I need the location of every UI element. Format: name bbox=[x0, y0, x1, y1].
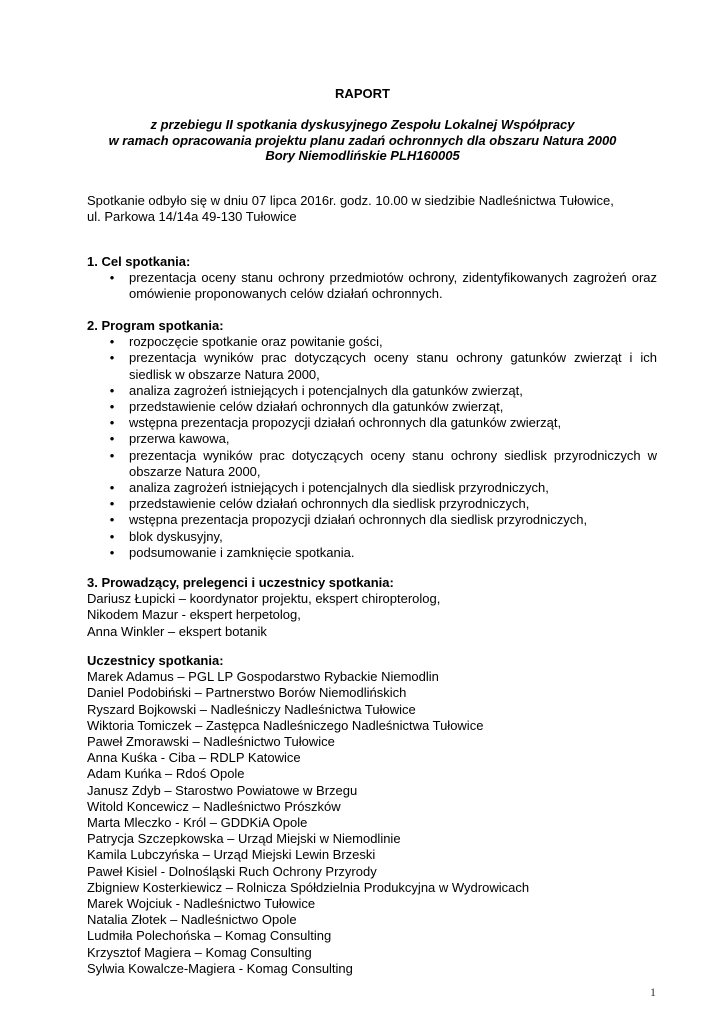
section-program bbox=[87, 318, 657, 561]
section-heading: Uczestnicy spotkania: bbox=[87, 653, 224, 668]
list-item bbox=[87, 480, 657, 496]
list-item bbox=[87, 431, 657, 447]
bullet-icon: • bbox=[109, 480, 115, 496]
list-item bbox=[87, 399, 657, 415]
list-item bbox=[87, 334, 657, 350]
list-item: Witold Koncewicz – Nadleśnictwo Prószków bbox=[87, 798, 341, 814]
speakers-list bbox=[87, 591, 657, 640]
list-item: Anna Winkler – ekspert botanik bbox=[87, 623, 267, 639]
list-item-text: przerwa kawowa, bbox=[129, 431, 230, 447]
list-item: Natalia Złotek – Nadleśnictwo Opole bbox=[87, 912, 297, 928]
bullet-icon: • bbox=[109, 399, 115, 415]
list-item: Patrycja Szczepkowska – Urząd Miejski w Niemodlinie bbox=[87, 831, 401, 847]
bullet-icon: • bbox=[109, 496, 115, 512]
list-item: Zbigniew Kosterkiewicz – Rolnicza Spółdzielnia Produkcyjna w Wydrowicach bbox=[87, 879, 530, 895]
list-item: Ryszard Bojkowski – Nadleśniczy Nadleśnictwa Tułowice bbox=[87, 701, 416, 717]
bullet-icon: • bbox=[109, 512, 115, 528]
list-item bbox=[87, 448, 657, 480]
bullet-icon: • bbox=[109, 544, 115, 560]
participants-list bbox=[87, 669, 657, 977]
bullet-icon: • bbox=[109, 334, 115, 350]
list-item bbox=[87, 496, 657, 512]
list-item bbox=[87, 529, 657, 545]
bullet-icon: • bbox=[109, 415, 115, 431]
subtitle-line: w ramach opracowania projektu planu zadań ochronnych dla obszaru Natura 2000 bbox=[108, 132, 617, 148]
subtitle-line: Bory Niemodlińskie PLH160005 bbox=[265, 148, 460, 164]
section-heading: 3. Prowadzący, prelegenci i uczestnicy spotkania: bbox=[87, 575, 394, 590]
list-item bbox=[87, 383, 657, 399]
report-subtitle bbox=[0, 117, 725, 164]
section-cel bbox=[87, 254, 657, 303]
intro-line: ul. Parkowa 14/14a 49-130 Tułowice bbox=[87, 209, 297, 224]
cel-list bbox=[87, 270, 657, 302]
subtitle-line: z przebiegu II spotkania dyskusyjnego Zespołu Lokalnej Współpracy bbox=[150, 117, 575, 132]
section-heading: 1. Cel spotkania: bbox=[87, 254, 191, 269]
meeting-intro bbox=[87, 193, 657, 225]
bullet-icon: • bbox=[109, 382, 115, 398]
list-item bbox=[87, 415, 657, 431]
list-item-text: blok dyskusyjny, bbox=[129, 528, 223, 544]
section-uczestnicy bbox=[87, 653, 657, 977]
list-item-text: podsumowanie i zamknięcie spotkania. bbox=[129, 544, 355, 560]
page-number: 1 bbox=[650, 985, 656, 999]
list-item: Paweł Kisiel - Dolnośląski Ruch Ochrony Przyrody bbox=[87, 863, 377, 879]
list-item-text: prezentacja oceny stanu ochrony przedmiotów ochrony, zidentyfikowanych zagrożeń oraz omówienie proponowanych celów działań ochronnych. bbox=[129, 270, 657, 302]
list-item: Adam Kuńka – Rdoś Opole bbox=[87, 766, 245, 782]
list-item-text: prezentacja wyników prac dotyczących oceny stanu ochrony gatunków zwierząt i ich siedlisk w obszarze Natura 2000, bbox=[129, 350, 657, 382]
list-item-text: prezentacja wyników prac dotyczących oceny stanu ochrony siedlisk przyrodniczych w obszarze Natura 2000, bbox=[129, 447, 657, 479]
list-item: Marta Mleczko - Król – GDDKiA Opole bbox=[87, 815, 308, 831]
list-item bbox=[87, 270, 657, 302]
list-item bbox=[87, 545, 657, 561]
list-item: Dariusz Łupicki – koordynator projektu, ekspert chiropterolog, bbox=[87, 591, 441, 607]
list-item: Sylwia Kowalcze-Magiera - Komag Consulting bbox=[87, 960, 353, 976]
list-item-text: wstępna prezentacja propozycji działań ochronnych dla gatunków zwierząt, bbox=[129, 415, 562, 431]
bullet-icon: • bbox=[109, 447, 115, 463]
list-item: Wiktoria Tomiczek – Zastępca Nadleśniczego Nadleśnictwa Tułowice bbox=[87, 717, 484, 733]
list-item: Nikodem Mazur - ekspert herpetolog, bbox=[87, 607, 301, 623]
program-list bbox=[87, 334, 657, 561]
report-title: RAPORT bbox=[335, 86, 390, 101]
bullet-icon: • bbox=[109, 270, 115, 286]
bullet-icon: • bbox=[109, 350, 115, 366]
section-prowadzacy bbox=[87, 575, 657, 640]
list-item: Anna Kuśka - Ciba – RDLP Katowice bbox=[87, 750, 301, 766]
list-item: Kamila Lubczyńska – Urząd Miejski Lewin Brzeski bbox=[87, 847, 376, 863]
list-item-text: analiza zagrożeń istniejących i potencjalnych dla gatunków zwierząt, bbox=[129, 382, 523, 398]
list-item-text: przedstawienie celów działań ochronnych dla siedlisk przyrodniczych, bbox=[129, 496, 530, 512]
list-item: Krzysztof Magiera – Komag Consulting bbox=[87, 944, 312, 960]
list-item-text: rozpoczęcie spotkanie oraz powitanie gości, bbox=[129, 334, 383, 350]
bullet-icon: • bbox=[109, 431, 115, 447]
list-item-text: analiza zagrożeń istniejących i potencjalnych dla siedlisk przyrodniczych, bbox=[129, 480, 549, 496]
bullet-icon: • bbox=[109, 528, 115, 544]
list-item bbox=[87, 512, 657, 528]
list-item bbox=[87, 350, 657, 382]
list-item: Paweł Zmorawski – Nadleśnictwo Tułowice bbox=[87, 734, 335, 750]
list-item: Marek Adamus – PGL LP Gospodarstwo Rybackie Niemodlin bbox=[87, 669, 439, 685]
section-heading: 2. Program spotkania: bbox=[87, 318, 224, 333]
intro-line: Spotkanie odbyło się w dniu 07 lipca 2016r. godz. 10.00 w siedzibie Nadleśnictwa Tułowice, bbox=[87, 193, 614, 208]
list-item: Daniel Podobiński – Partnerstwo Borów Niemodlińskich bbox=[87, 685, 407, 701]
list-item: Marek Wojciuk - Nadleśnictwo Tułowice bbox=[87, 896, 316, 912]
list-item-text: wstępna prezentacja propozycji działań ochronnych dla siedlisk przyrodniczych, bbox=[129, 512, 588, 528]
list-item: Janusz Zdyb – Starostwo Powiatowe w Brzegu bbox=[87, 782, 358, 798]
list-item: Ludmiła Polechońska – Komag Consulting bbox=[87, 928, 332, 944]
list-item-text: przedstawienie celów działań ochronnych dla gatunków zwierząt, bbox=[129, 399, 504, 415]
